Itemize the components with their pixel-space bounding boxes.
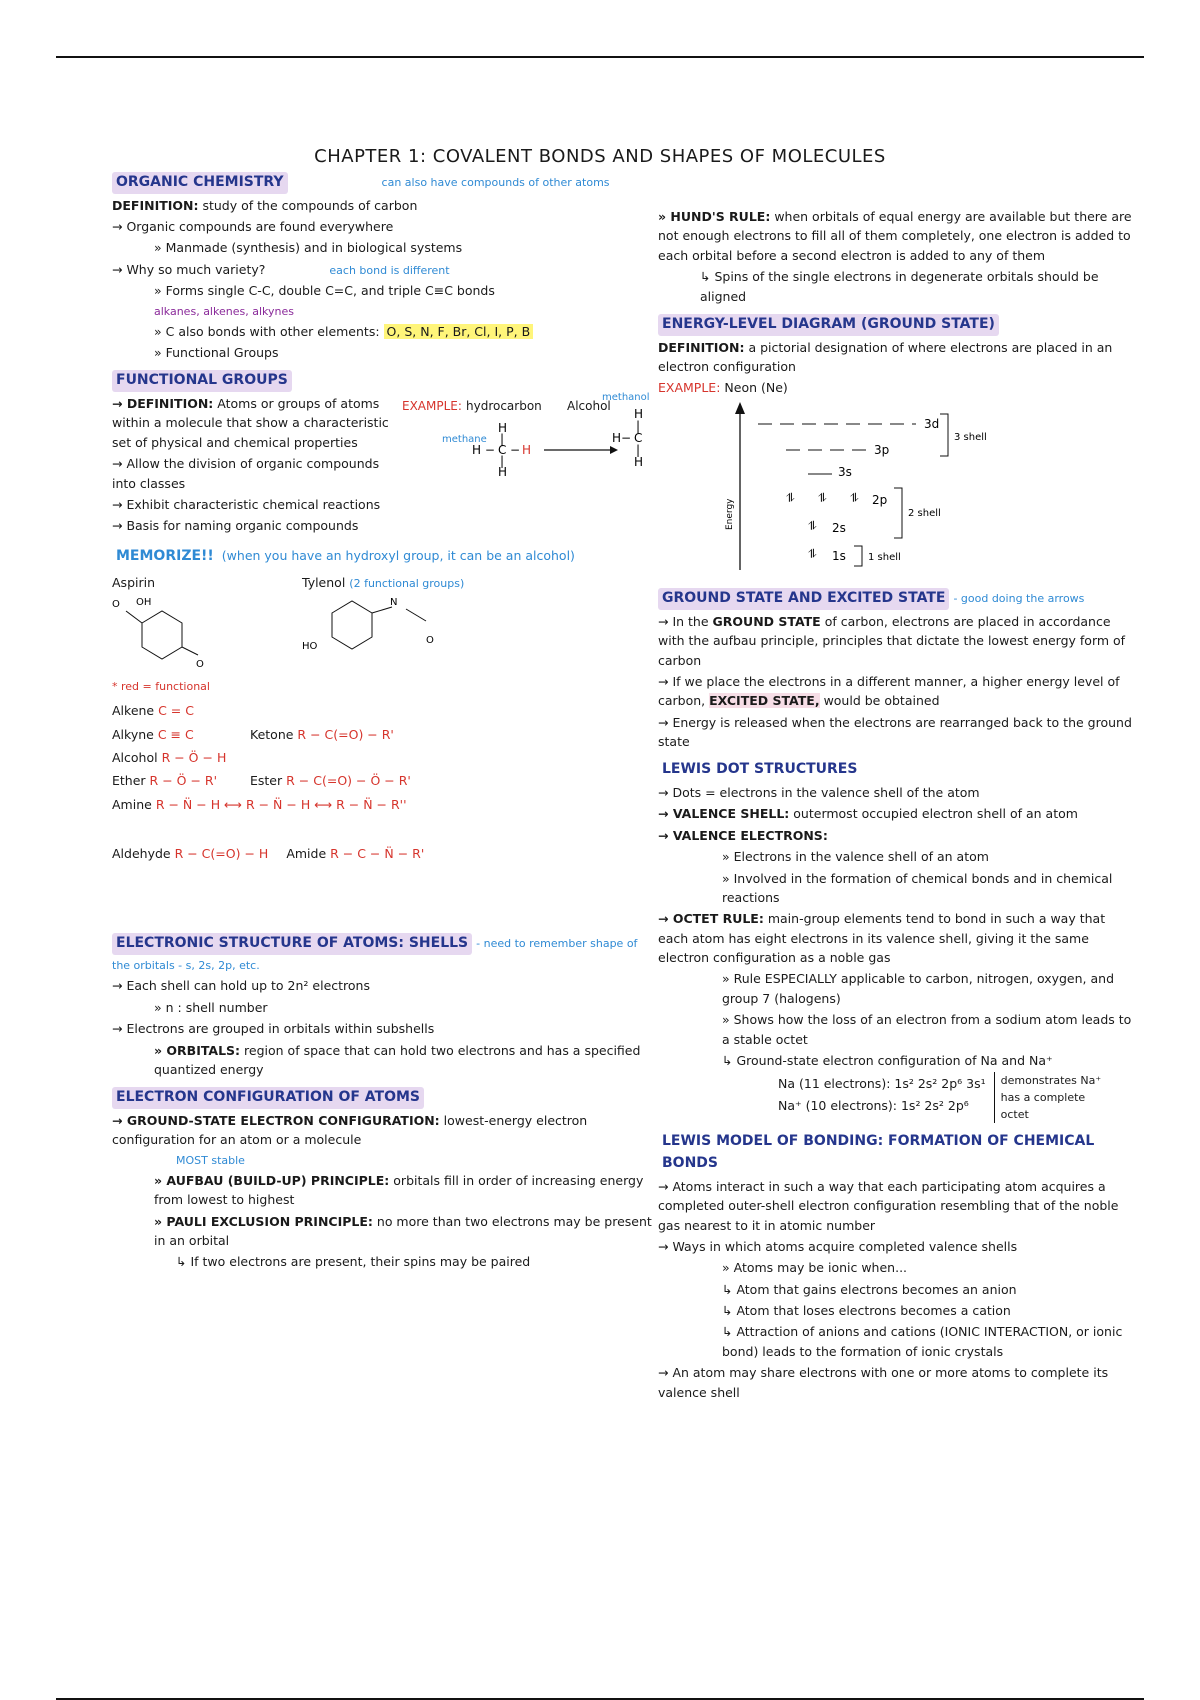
lewis-heading: LEWIS DOT STRUCTURES xyxy=(662,761,858,778)
organic-side-note: can also have compounds of other atoms xyxy=(381,176,610,189)
svg-text:OH: OH xyxy=(136,596,152,608)
svg-text:H: H xyxy=(634,455,644,470)
na-note: demonstrates Na⁺ has a complete octet xyxy=(994,1072,1111,1123)
fg-name: Aldehyde xyxy=(112,846,171,862)
ground-l1b: GROUND STATE xyxy=(712,613,821,629)
memorize-section xyxy=(112,546,652,864)
level-2s-orbital: ⥮ xyxy=(808,518,817,533)
vs-text: outermost occupied electron shell of an atom xyxy=(793,806,1078,822)
top-rule xyxy=(56,56,1144,58)
methanol-label: methanol xyxy=(602,392,650,404)
svg-text:−: − xyxy=(510,443,521,458)
config-heading: ELECTRON CONFIGURATION OF ATOMS xyxy=(112,1087,424,1109)
shell-1-label: 1 shell xyxy=(868,551,901,563)
svg-text:H −: H − xyxy=(472,443,495,458)
tag-alkynes: alkynes xyxy=(252,304,294,318)
memorize-heading: MEMORIZE!! xyxy=(116,547,214,564)
pauli-sub: ↳ If two electrons are present, their spins may be paired xyxy=(176,1254,531,1270)
config-section xyxy=(112,1087,652,1271)
fg-formula: C = C xyxy=(158,703,194,719)
red-functional-note: * red = functional xyxy=(112,680,210,694)
svg-text:N: N xyxy=(390,596,398,608)
tag-alkenes: alkenes xyxy=(203,304,246,318)
svg-text:C: C xyxy=(498,443,507,458)
lewis-section xyxy=(658,759,1138,1123)
fg-formula: R − C − N̈ − R' xyxy=(330,846,425,862)
model-section xyxy=(658,1131,1138,1402)
fg-formula: R − Ö − H xyxy=(161,749,227,765)
ve-label: → VALENCE ELECTRONS: xyxy=(658,827,828,843)
tylenol-note: (2 functional groups) xyxy=(349,577,465,591)
fg-formula: R − C(=O) − Ö − R' xyxy=(286,773,411,789)
energy-heading: ENERGY-LEVEL DIAGRAM (GROUND STATE) xyxy=(658,314,999,336)
organic-found: → Organic compounds are found everywhere xyxy=(112,219,394,235)
svg-text:⥮: ⥮ xyxy=(818,490,827,505)
svg-text:O: O xyxy=(196,658,204,670)
shell-2-label: 2 shell xyxy=(908,507,941,519)
model-m4: ↳ Atom that gains electrons becomes an anion xyxy=(722,1281,1017,1297)
most-stable: MOST stable xyxy=(176,1153,245,1167)
model-heading: LEWIS MODEL OF BONDING: FORMATION OF CHEMICAL BONDS xyxy=(662,1133,1095,1172)
energy-axis-label: Energy xyxy=(725,498,735,530)
organic-fg-item: » Functional Groups xyxy=(154,344,279,360)
shells-note: - need to remember shape of the orbitals - s, 2s, 2p, etc. xyxy=(112,937,638,973)
model-m5: ↳ Atom that loses electrons becomes a cation xyxy=(722,1303,1011,1319)
svg-text:H−: H− xyxy=(612,431,632,446)
level-3p: 3p xyxy=(874,442,890,457)
memorize-note: (when you have an hydroxyl group, it can be an alcohol) xyxy=(221,547,575,563)
energy-example-label: EXAMPLE: xyxy=(658,380,721,396)
energy-axis-arrow xyxy=(735,402,745,414)
octet-label: → OCTET RULE: xyxy=(658,911,764,927)
example-hydrocarbon: hydrocarbon xyxy=(466,399,542,414)
example-label: EXAMPLE: xyxy=(402,399,462,414)
model-m2: → Ways in which atoms acquire completed valence shells xyxy=(658,1238,1018,1254)
level-2p-orbitals xyxy=(786,491,859,505)
functional-def-text: Atoms or groups of atoms within a molecule that show a characteristic set of physical and chemical properties xyxy=(112,396,389,450)
ground-l3: → Energy is released when the electrons are rearranged back to the ground state xyxy=(658,714,1132,749)
ground-note: - good doing the arrows xyxy=(953,592,1085,606)
gs-label: → GROUND-STATE ELECTRON CONFIGURATION: xyxy=(112,1113,440,1129)
functional-section xyxy=(112,370,652,537)
svg-text:H: H xyxy=(522,443,532,458)
left-column xyxy=(112,172,652,1274)
functional-group-table xyxy=(112,701,652,863)
na-ion-config: Na⁺ (10 electrons): 1s² 2s² 2p⁶ xyxy=(778,1097,969,1113)
organic-elements: O, S, N, F, Br, Cl, I, P, B xyxy=(384,324,534,339)
fg-name: Alkene xyxy=(112,703,155,719)
fg-name: Alcohol xyxy=(112,749,158,765)
tylenol-structure xyxy=(302,593,452,663)
pauli-text: no more than two electrons may be present in an orbital xyxy=(154,1213,652,1248)
shells-each: → Each shell can hold up to 2n² electrons xyxy=(112,978,370,994)
organic-why: → Why so much variety? xyxy=(112,261,266,277)
right-column xyxy=(658,205,1138,1404)
level-1s: 1s xyxy=(832,548,846,563)
fg-formula: R − C(=O) − R' xyxy=(297,726,394,742)
example-alcohol: Alcohol xyxy=(567,399,611,414)
shells-n: » n : shell number xyxy=(154,999,268,1015)
svg-text:|: | xyxy=(500,432,505,447)
svg-text:⥮: ⥮ xyxy=(786,490,795,505)
fg-name: Alkyne xyxy=(112,726,154,742)
organic-manmade: » Manmade (synthesis) and in biological systems xyxy=(154,240,463,256)
svg-text:C: C xyxy=(634,431,643,446)
organic-also-bonds: » C also bonds with other elements: xyxy=(154,323,380,339)
model-m7: → An atom may share electrons with one or more atoms to complete its valence shell xyxy=(658,1365,1109,1400)
methane-label: methane xyxy=(442,434,487,446)
na-config: Na (11 electrons): 1s² 2s² 2p⁶ 3s¹ xyxy=(778,1076,986,1092)
ground-heading: GROUND STATE AND EXCITED STATE xyxy=(658,588,949,610)
pauli-label: » PAULI EXCLUSION PRINCIPLE: xyxy=(154,1213,373,1229)
hund-text: when orbitals of equal energy are available but there are not enough electrons to fill all of them completely, one electron is added to each orbital before a second electron is added to any of them xyxy=(658,209,1132,263)
page-title: CHAPTER 1: COVALENT BONDS AND SHAPES OF MOLECULES xyxy=(314,146,886,167)
fg-name: Ester xyxy=(250,773,283,789)
bracket-1 xyxy=(854,546,862,566)
ground-l2b: EXCITED STATE, xyxy=(709,693,820,709)
fg-name: Ketone xyxy=(250,726,294,742)
functional-def-label: → DEFINITION: xyxy=(112,396,214,412)
methane-methanol-diagram xyxy=(402,392,652,502)
fg-formula: R − Ö − R' xyxy=(149,773,218,789)
gs-text: lowest-energy electron configuration for an atom or a molecule xyxy=(112,1113,588,1148)
organic-forms: » Forms single C-C, double C=C, and triple C≡C bonds xyxy=(154,283,495,299)
level-2p: 2p xyxy=(872,492,888,507)
functional-exhibit: → Exhibit characteristic chemical reactions xyxy=(112,496,381,512)
ground-l1c: of carbon, electrons are placed in accordance with the aufbau principle, principles that dictate the lowest energy form of carbon xyxy=(658,613,1126,668)
energy-example-text: Neon (Ne) xyxy=(724,380,788,396)
svg-text:|: | xyxy=(636,419,641,434)
level-1s-orbital: ⥮ xyxy=(808,546,817,561)
functional-allow: → Allow the division of organic compounds into classes xyxy=(112,456,380,491)
model-m6: ↳ Attraction of anions and cations (IONIC INTERACTION, or ionic bond) leads to the formation of ionic crystals xyxy=(722,1324,1123,1359)
svg-text:O: O xyxy=(112,598,120,610)
svg-text:⥮: ⥮ xyxy=(850,490,859,505)
fg-formula: R − C(=O) − H xyxy=(174,846,269,862)
svg-text:H: H xyxy=(634,407,644,422)
orbitals-text: region of space that can hold two electrons and has a specified quantized energy xyxy=(154,1042,641,1077)
octet-rule1: » Rule ESPECIALLY applicable to carbon, nitrogen, oxygen, and group 7 (halogens) xyxy=(722,971,1115,1006)
energy-def-label: DEFINITION: xyxy=(658,339,745,355)
model-m3: » Atoms may be ionic when... xyxy=(722,1260,908,1276)
methanol-structure xyxy=(612,407,643,469)
level-3d: 3d xyxy=(924,416,940,431)
ground-l2a: → If we place the electrons in a different manner, a higher energy level of carbon, xyxy=(658,673,1120,709)
hund-sub: ↳ Spins of the single electrons in degenerate orbitals should be aligned xyxy=(700,269,1099,304)
organic-section: ORGANIC CHEMISTRY can also have compounds of other atoms DEFINITION: study of the compounds of carbon → Organic compounds are found everywhere » Manmade (synthesis) and in biological systems → Why so much variety? each bond is different » Forms single C-C, double C=C, and triple C≡C bonds alkanes, alkenes, alkynes » C also bonds with other elements: O, S, N, F, Br, Cl, I, P, B » Functional Groups xyxy=(112,172,652,362)
organic-heading: ORGANIC CHEMISTRY xyxy=(112,172,288,194)
ground-l1a: → In the xyxy=(658,613,709,629)
svg-text:H: H xyxy=(498,421,508,436)
ground-l2c: would be obtained xyxy=(823,693,940,709)
tag-alkanes: alkanes xyxy=(154,304,197,318)
svg-text:|: | xyxy=(500,454,505,469)
svg-text:HO: HO xyxy=(302,640,318,652)
functional-basis: → Basis for naming organic compounds xyxy=(112,518,359,534)
shells-heading: ELECTRONIC STRUCTURE OF ATOMS: SHELLS xyxy=(112,933,472,955)
lewis-dots: → Dots = electrons in the valence shell of the atom xyxy=(658,785,980,801)
organic-def-text: study of the compounds of carbon xyxy=(202,197,418,213)
octet-rule2: » Shows how the loss of an electron from a sodium atom leads to a stable octet xyxy=(722,1012,1132,1047)
aufbau-label: » AUFBAU (BUILD-UP) PRINCIPLE: xyxy=(154,1172,390,1188)
level-3s: 3s xyxy=(838,464,852,479)
svg-text:H: H xyxy=(498,465,508,480)
ve1: » Electrons in the valence shell of an atom xyxy=(722,849,989,865)
reaction-arrowhead xyxy=(610,446,618,454)
shell-3-label: 3 shell xyxy=(954,431,987,443)
hund-label: » HUND'S RULE: xyxy=(658,209,771,224)
model-m1: → Atoms interact in such a way that each participating atom acquires a completed outer-shell electron configuration resembling that of the noble gas nearest to it in atomic number xyxy=(658,1178,1119,1233)
aspirin-structure xyxy=(112,593,212,673)
fg-name: Amine xyxy=(112,796,152,812)
energy-level-diagram xyxy=(658,400,1128,575)
shells-grouped: → Electrons are grouped in orbitals within subshells xyxy=(112,1021,435,1037)
ve2: » Involved in the formation of chemical bonds and in chemical reactions xyxy=(722,870,1113,905)
shells-section xyxy=(112,933,652,1079)
octet-text: main-group elements tend to bond in such a way that each atom has eight electrons in its valence shell, giving it the same electron configuration as a noble gas xyxy=(658,911,1106,966)
bracket-3 xyxy=(940,414,948,456)
fg-name: Amide xyxy=(286,846,327,862)
fg-formula: R − N̈ − H ⟷ R − N̈ − H ⟷ R − N̈ − R'' xyxy=(155,796,407,812)
fg-formula: C ≡ C xyxy=(157,726,194,742)
orbitals-label: » ORBITALS: xyxy=(154,1042,241,1058)
organic-each-bond: each bond is different xyxy=(329,263,450,277)
energy-def-text: a pictorial designation of where electrons are placed in an electron configuration xyxy=(658,339,1113,374)
octet-rule3: ↳ Ground-state electron configuration of Na and Na⁺ xyxy=(722,1052,1053,1068)
bracket-2 xyxy=(894,488,902,538)
ground-section xyxy=(658,588,1138,751)
aspirin-label: Aspirin xyxy=(112,575,156,591)
methane-structure xyxy=(472,421,531,479)
energy-section xyxy=(658,314,1138,580)
organic-def-label: DEFINITION: xyxy=(112,197,199,213)
vs-label: → VALENCE SHELL: xyxy=(658,806,790,822)
aufbau-text: orbitals fill in order of increasing energy from lowest to highest xyxy=(154,1172,644,1208)
fg-name: Ether xyxy=(112,773,146,789)
functional-heading: FUNCTIONAL GROUPS xyxy=(112,370,292,392)
tylenol-label: Tylenol xyxy=(302,575,346,591)
level-2s: 2s xyxy=(832,520,846,535)
svg-text:|: | xyxy=(636,443,641,458)
svg-text:O: O xyxy=(426,634,434,646)
